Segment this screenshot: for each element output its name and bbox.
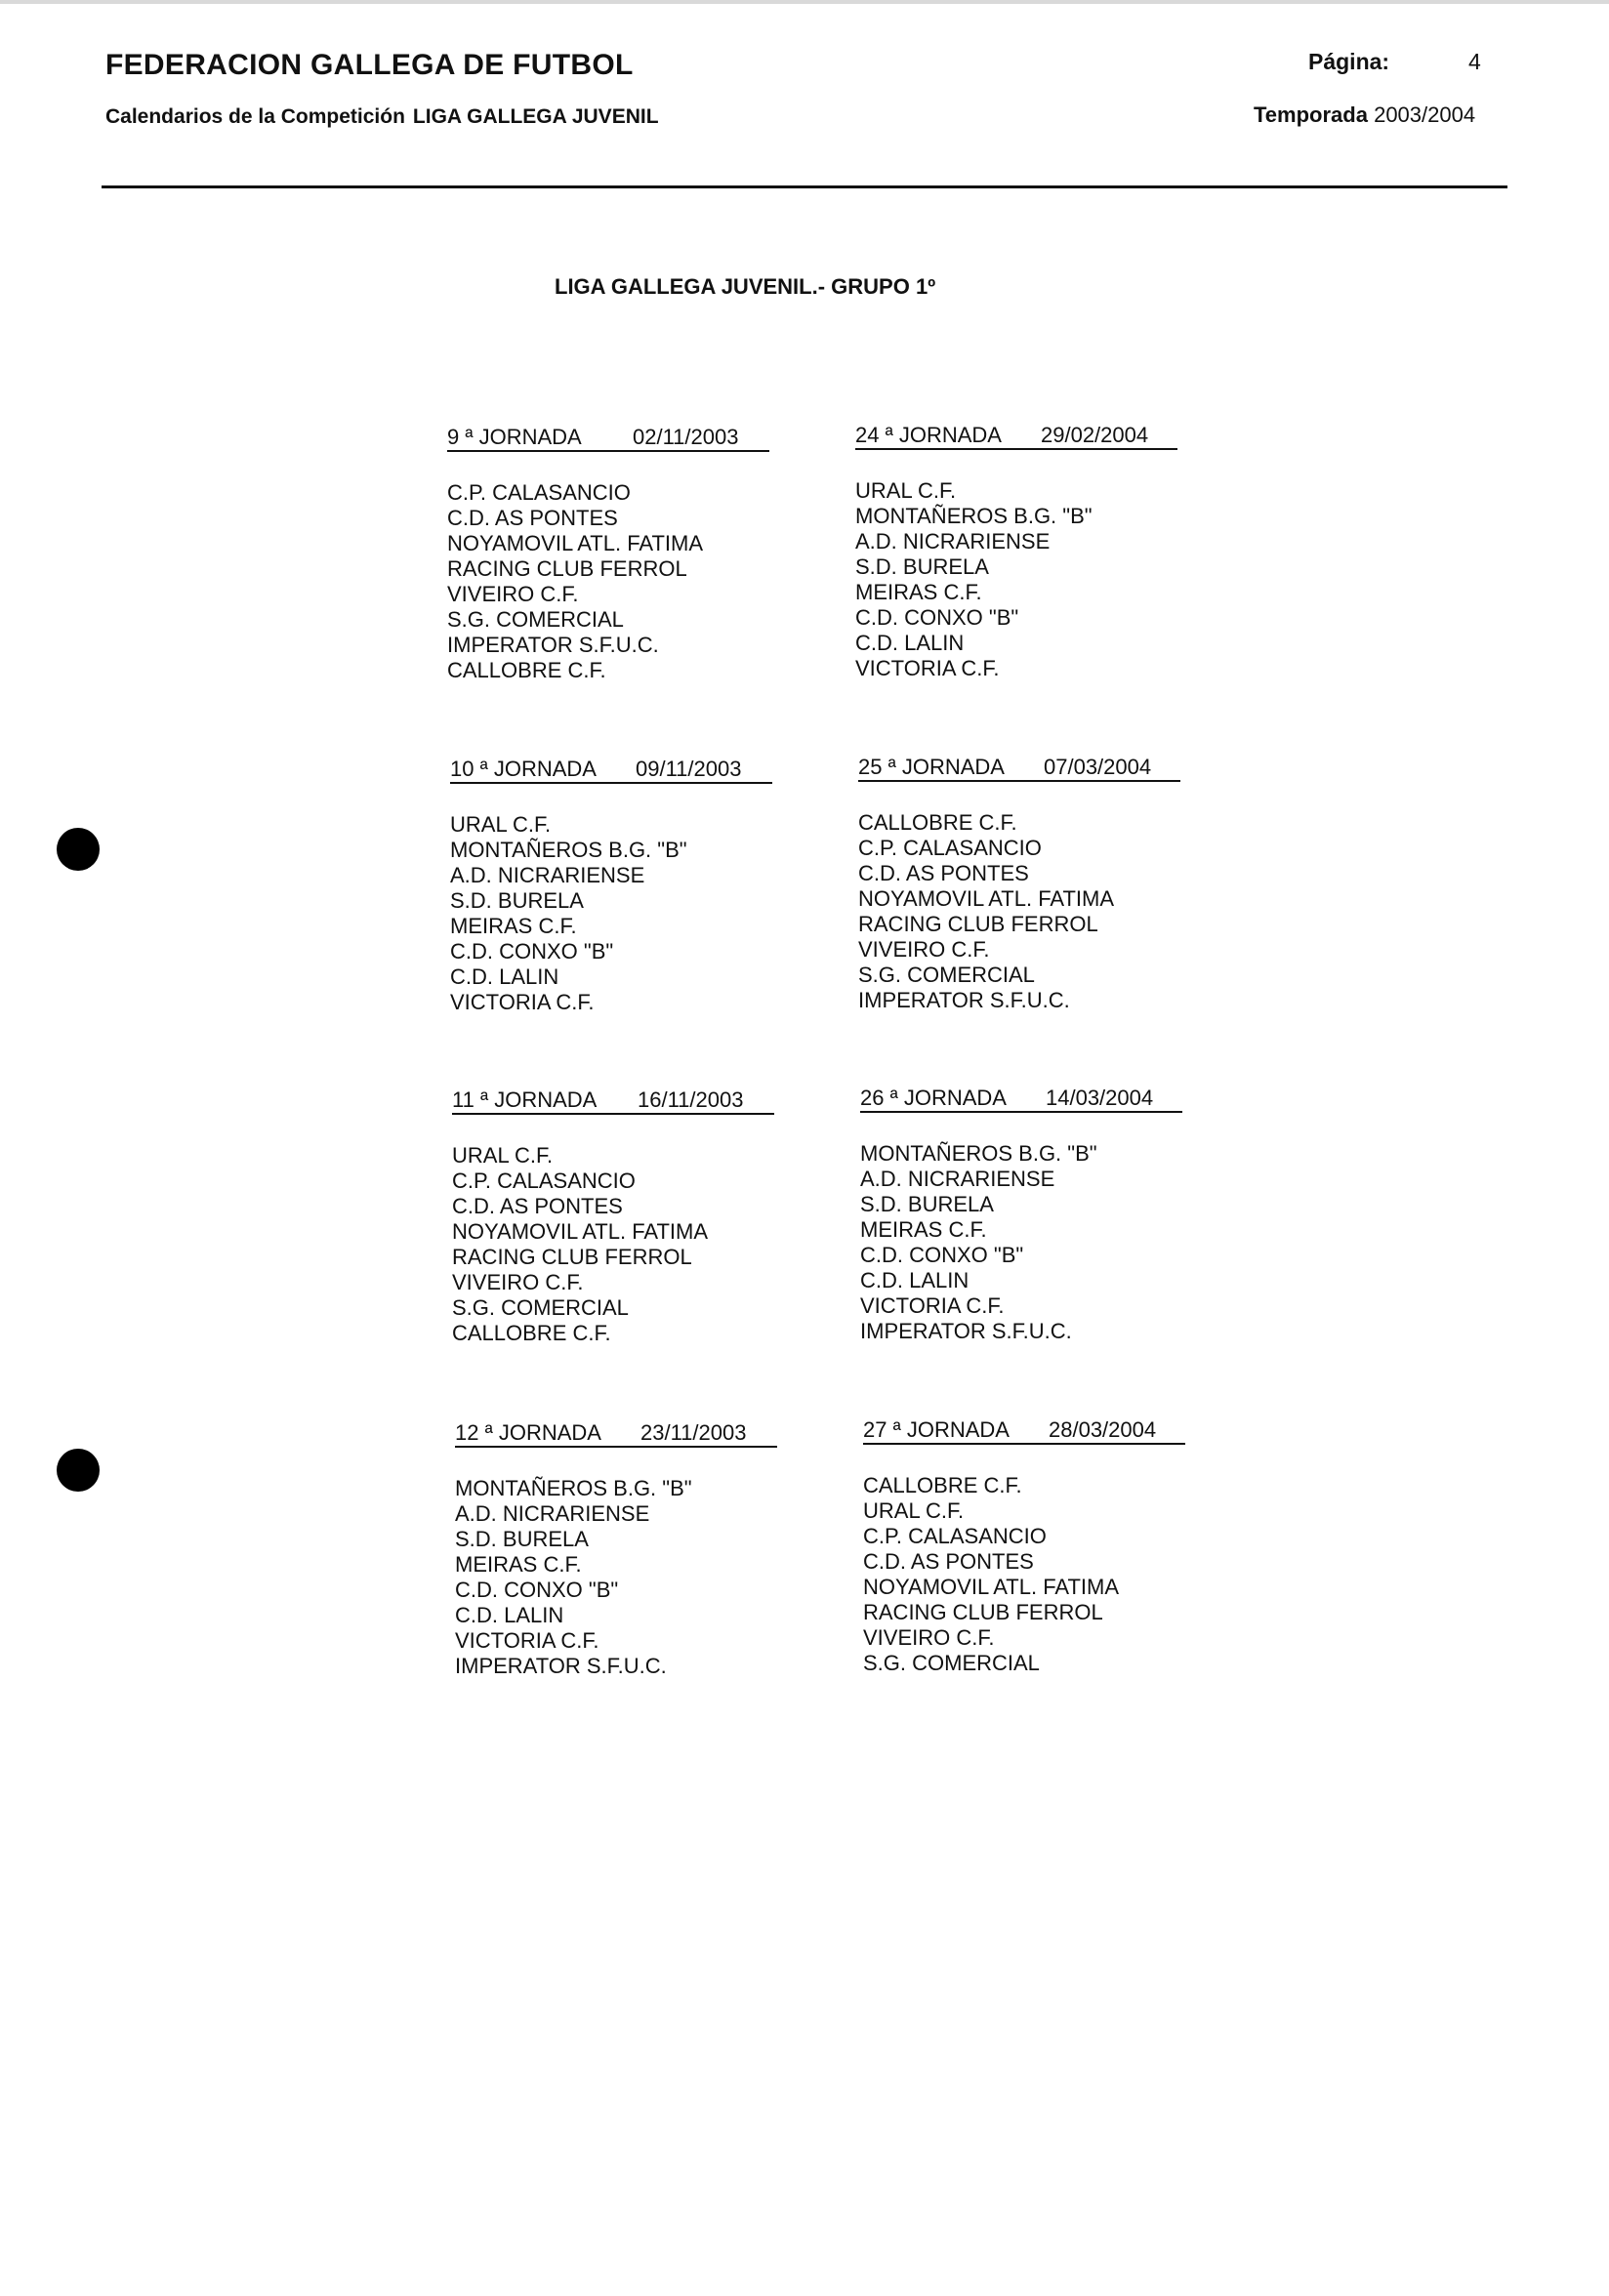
jornada-label: 27 ª JORNADA — [863, 1417, 1010, 1442]
team-name: VICTORIA C.F. — [450, 990, 595, 1014]
team-name: NOYAMOVIL ATL. FATIMA — [863, 1575, 1120, 1599]
team-name: C.D. LALIN — [455, 1603, 564, 1627]
team-name: IMPERATOR S.F.U.C. — [455, 1654, 667, 1678]
team-name: C.D. CONXO "B" — [855, 605, 1019, 630]
team-name: VIVEIRO C.F. — [858, 937, 990, 962]
team-name: C.P. CALASANCIO — [863, 1524, 1047, 1548]
team-name: VIVEIRO C.F. — [452, 1270, 584, 1294]
team-name: VIVEIRO C.F. — [863, 1625, 995, 1650]
team-name: CALLOBRE C.F. — [858, 810, 1017, 835]
team-name: C.D. LALIN — [855, 631, 965, 655]
team-name: URAL C.F. — [450, 812, 552, 837]
jornada-date: 23/11/2003 — [640, 1420, 747, 1445]
jornada-label: 24 ª JORNADA — [855, 423, 1002, 447]
jornada-header — [450, 757, 772, 784]
group-title: LIGA GALLEGA JUVENIL.- GRUPO 1º — [555, 274, 936, 299]
team-name: S.D. BURELA — [860, 1192, 994, 1216]
team-name: RACING CLUB FERROL — [452, 1245, 692, 1269]
team-name: URAL C.F. — [863, 1498, 965, 1523]
jornada-block — [860, 1086, 1182, 1344]
punch-hole-top — [57, 828, 100, 871]
header-divider — [102, 185, 1507, 188]
jornada-header — [455, 1420, 777, 1448]
team-name: C.P. CALASANCIO — [447, 480, 631, 505]
page-number: 4 — [1468, 49, 1481, 74]
team-name: NOYAMOVIL ATL. FATIMA — [447, 531, 704, 555]
team-name: C.D. AS PONTES — [858, 861, 1029, 885]
team-name: C.D. CONXO "B" — [450, 939, 614, 964]
jornada-header — [858, 755, 1180, 782]
team-name: MONTAÑEROS B.G. "B" — [860, 1141, 1097, 1166]
team-name: MEIRAS C.F. — [860, 1217, 987, 1242]
team-name: URAL C.F. — [452, 1143, 554, 1168]
team-name: C.P. CALASANCIO — [858, 836, 1042, 860]
jornada-label: 12 ª JORNADA — [455, 1420, 601, 1445]
team-name: C.D. AS PONTES — [452, 1194, 623, 1218]
jornada-header — [452, 1087, 774, 1115]
team-name: MONTAÑEROS B.G. "B" — [455, 1476, 692, 1500]
team-name: S.D. BURELA — [855, 554, 989, 579]
team-name: A.D. NICRARIENSE — [855, 529, 1051, 554]
team-name: C.D. AS PONTES — [863, 1549, 1034, 1574]
team-name: C.D. LALIN — [860, 1268, 970, 1292]
team-name: MONTAÑEROS B.G. "B" — [450, 838, 687, 862]
team-name: S.G. COMERCIAL — [447, 607, 624, 632]
jornada-block — [858, 755, 1180, 1013]
jornada-date: 29/02/2004 — [1041, 423, 1149, 447]
team-name: S.D. BURELA — [455, 1527, 589, 1551]
team-name: C.D. LALIN — [450, 964, 559, 989]
team-list — [863, 1473, 1185, 1676]
team-name: NOYAMOVIL ATL. FATIMA — [858, 886, 1115, 911]
team-name: URAL C.F. — [855, 478, 957, 503]
season-value: 2003/2004 — [1374, 102, 1476, 127]
team-name: MEIRAS C.F. — [855, 580, 982, 604]
team-list — [450, 812, 772, 1015]
jornada-date: 16/11/2003 — [638, 1087, 744, 1112]
team-name: C.D. AS PONTES — [447, 506, 618, 530]
competition-name: LIGA GALLEGA JUVENIL — [412, 105, 659, 128]
jornada-block — [450, 757, 772, 1015]
jornada-label: 26 ª JORNADA — [860, 1086, 1007, 1110]
team-name: C.D. CONXO "B" — [860, 1243, 1024, 1267]
team-name: C.P. CALASANCIO — [452, 1168, 636, 1193]
team-name: CALLOBRE C.F. — [447, 658, 606, 682]
team-list — [855, 478, 1177, 681]
team-name: S.D. BURELA — [450, 888, 584, 913]
team-name: IMPERATOR S.F.U.C. — [860, 1319, 1072, 1343]
team-name: A.D. NICRARIENSE — [860, 1167, 1055, 1191]
team-name: CALLOBRE C.F. — [452, 1321, 611, 1345]
jornada-label: 11 ª JORNADA — [452, 1087, 598, 1112]
jornada-header — [860, 1086, 1182, 1113]
team-name: CALLOBRE C.F. — [863, 1473, 1022, 1497]
scan-top-border — [0, 0, 1609, 4]
jornada-header — [863, 1417, 1185, 1445]
team-name: IMPERATOR S.F.U.C. — [447, 633, 659, 657]
team-name: C.D. CONXO "B" — [455, 1578, 619, 1602]
page-label: Página: — [1308, 49, 1390, 74]
jornada-block — [447, 425, 769, 683]
team-name: RACING CLUB FERROL — [447, 556, 687, 581]
team-list — [452, 1143, 774, 1346]
team-list — [447, 480, 769, 683]
season-label: Temporada — [1254, 102, 1368, 127]
team-list — [455, 1476, 777, 1679]
jornada-label: 10 ª JORNADA — [450, 757, 597, 781]
team-name: S.G. COMERCIAL — [858, 963, 1035, 987]
team-list — [858, 810, 1180, 1013]
team-name: VIVEIRO C.F. — [447, 582, 579, 606]
team-name: RACING CLUB FERROL — [863, 1600, 1103, 1624]
season-info — [1254, 102, 1475, 128]
jornada-header — [855, 423, 1177, 450]
team-name: VICTORIA C.F. — [860, 1293, 1005, 1318]
punch-hole-bottom — [57, 1449, 100, 1492]
jornada-date: 14/03/2004 — [1046, 1086, 1154, 1110]
team-name: S.G. COMERCIAL — [452, 1295, 629, 1320]
team-name: MEIRAS C.F. — [450, 914, 577, 938]
team-name: VICTORIA C.F. — [855, 656, 1000, 680]
team-name: S.G. COMERCIAL — [863, 1651, 1040, 1675]
document-subtitle — [105, 105, 659, 129]
federation-title: FEDERACION GALLEGA DE FUTBOL — [105, 49, 634, 81]
team-name: MONTAÑEROS B.G. "B" — [855, 504, 1093, 528]
jornada-block — [855, 423, 1177, 681]
team-name: MEIRAS C.F. — [455, 1552, 582, 1577]
team-name: A.D. NICRARIENSE — [450, 863, 645, 887]
team-name: RACING CLUB FERROL — [858, 912, 1098, 936]
jornada-date: 07/03/2004 — [1044, 755, 1152, 779]
jornada-date: 28/03/2004 — [1049, 1417, 1157, 1442]
team-list — [860, 1141, 1182, 1344]
jornada-date: 02/11/2003 — [633, 425, 739, 449]
team-name: VICTORIA C.F. — [455, 1628, 599, 1653]
jornada-block — [452, 1087, 774, 1346]
jornada-header — [447, 425, 769, 452]
jornada-label: 9 ª JORNADA — [447, 425, 582, 449]
jornada-date: 09/11/2003 — [636, 757, 742, 781]
team-name: NOYAMOVIL ATL. FATIMA — [452, 1219, 709, 1244]
jornada-label: 25 ª JORNADA — [858, 755, 1005, 779]
jornada-block — [863, 1417, 1185, 1676]
calendar-label: Calendarios de la Competición — [105, 105, 405, 128]
team-name: IMPERATOR S.F.U.C. — [858, 988, 1070, 1012]
jornada-block — [455, 1420, 777, 1679]
team-name: A.D. NICRARIENSE — [455, 1501, 650, 1526]
